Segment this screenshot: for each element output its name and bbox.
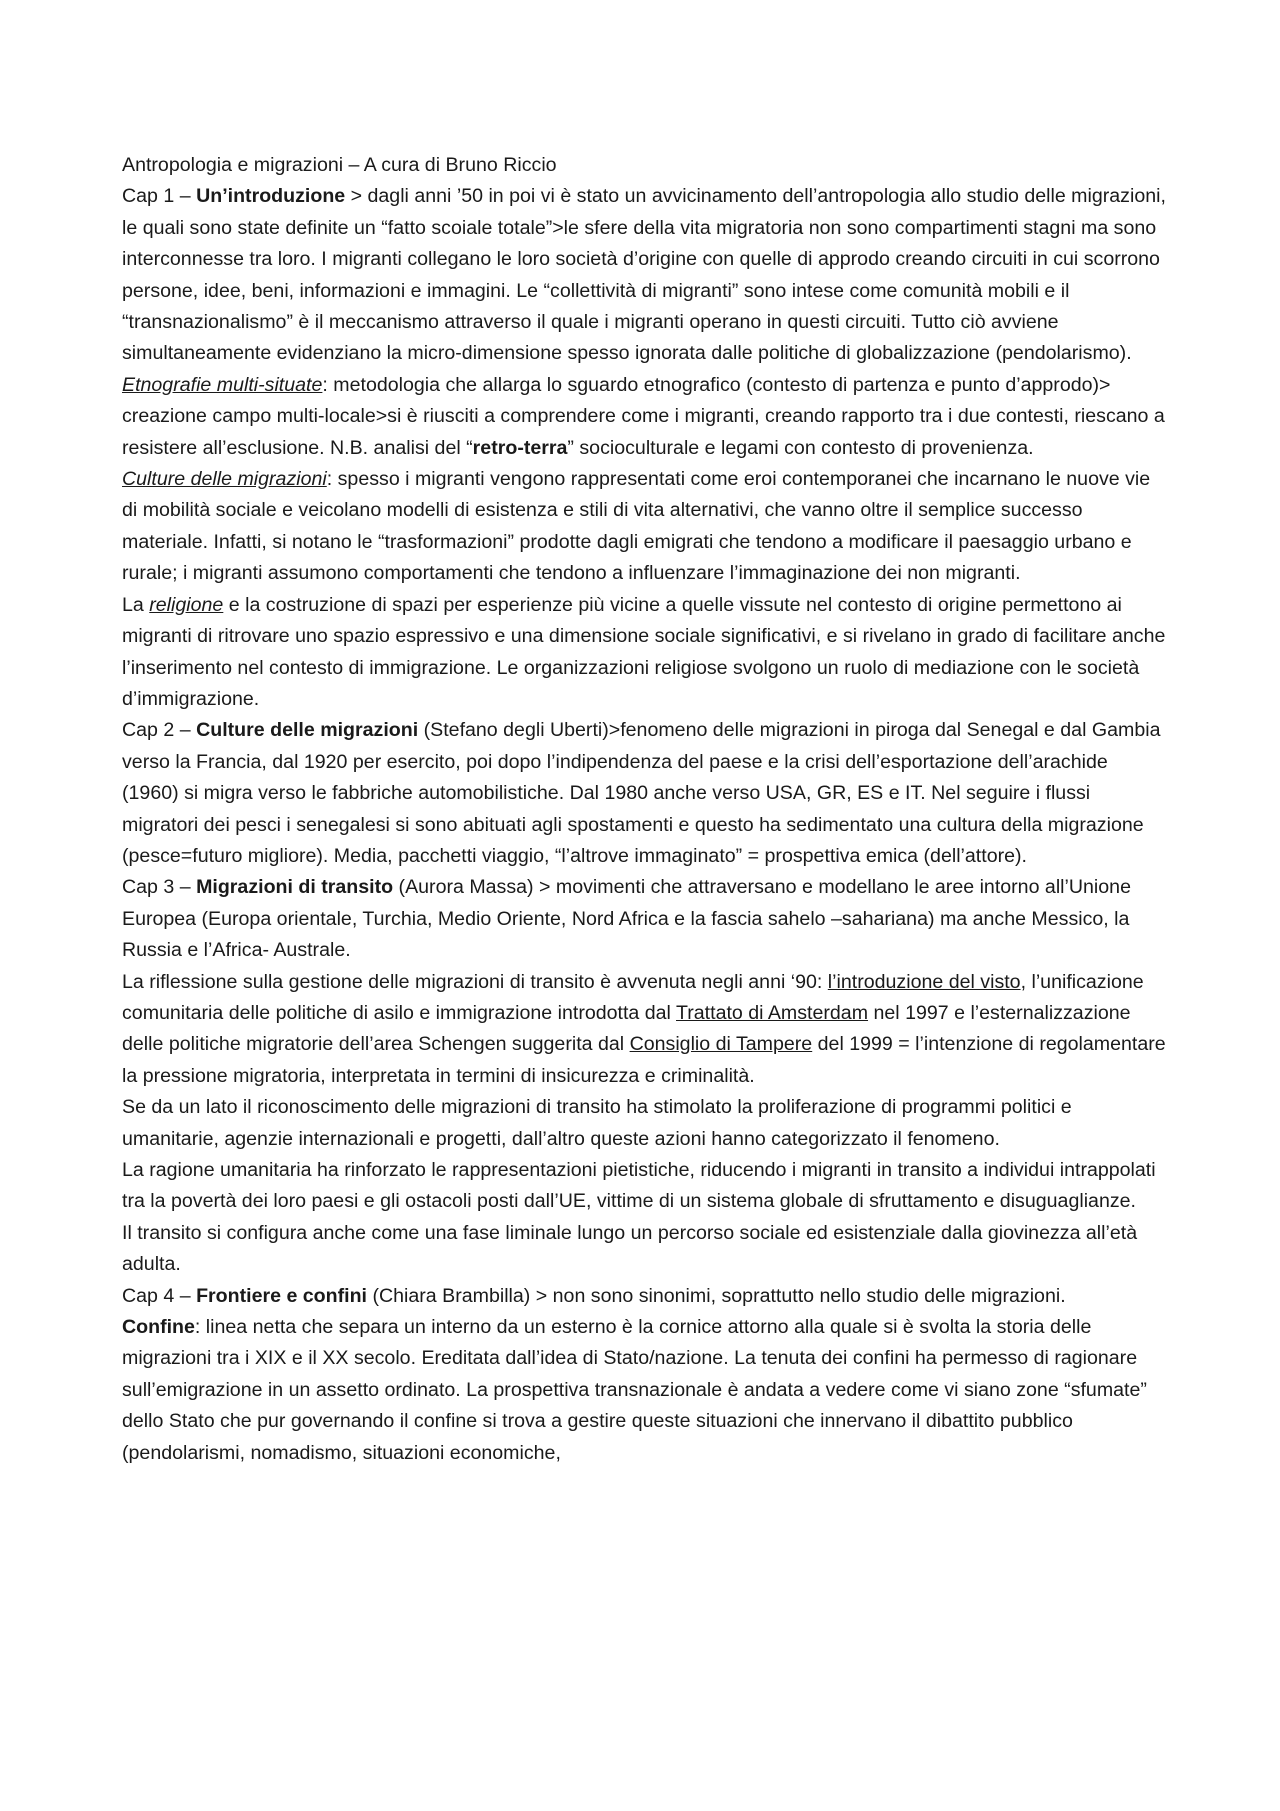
paragraph-transito-gestione [122, 967, 1168, 1093]
religione-prefix: La [122, 593, 150, 616]
paragraph-culture [122, 464, 1168, 590]
cap3-text: (Aurora Massa) > movimenti che attraversano e modellano le aree intorno all’Unione Europea (Europa orientale, Turchia, Medio Oriente, Nord Africa e la fascia sahelo –sahariana) ma anche Messico, la Russia e l’Africa- Australe. [122, 876, 1131, 962]
paragraph-cap4 [122, 1281, 1168, 1312]
retro-terra-term: retro-terra [472, 436, 568, 459]
paragraph-religione [122, 590, 1168, 716]
visto-term: l’introduzione del visto [827, 970, 1021, 993]
culture-text: : spesso i migranti vengono rappresentati come eroi contemporanei che incarnano le nuove vie di mobilità sociale e veicolano modelli di esistenza e stili di vita alternativi, che vanno oltre il semplice successo materiale. Infatti, si notano le “trasformazioni” prodotte dagli emigrati che tendono a modificare il paesaggio urbano e rurale; i migranti assumono comportamenti che tendono a influenzare l’immaginazione dei non migranti. [122, 468, 1151, 585]
cap1-heading: Un’introduzione [196, 185, 346, 208]
amsterdam-term: Trattato di Amsterdam [676, 1001, 869, 1024]
document-title: Antropologia e migrazioni – A cura di Bruno Riccio [122, 154, 557, 176]
paragraph-cap1 [122, 181, 1168, 369]
gestione-text-1: La riflessione sulla gestione delle migrazioni di transito è avvenuta negli anni ‘90: [122, 970, 828, 993]
cap3-prefix: Cap 3 – [122, 876, 197, 899]
religione-text: e la costruzione di spazi per esperienze più vicine a quelle vissute nel contesto di origine permettono ai migranti di ritrovare uno spazio espressivo e una dimensione sociale significativi, e si rivelano in grado di facilitare anche l’inserimento nel contesto di immigrazione. Le organizzazioni religiose svolgono un ruolo di mediazione con le società d’immigrazione. [122, 593, 1166, 710]
paragraph-cap2 [122, 715, 1168, 872]
paragraph-confine [122, 1312, 1168, 1469]
gestione-text-3: nel 1997 e l’esternalizzazione delle politiche migratorie dell’area Schengen suggerita dal [122, 1001, 1131, 1056]
cap2-text: (Stefano degli Uberti)>fenomeno delle migrazioni in piroga dal Senegal e dal Gambia verso la Francia, dal 1920 per esercito, poi dopo l’indipendenza del paese e la crisi dell’esportazione dell’arachide (1960) si migra verso le fabbriche automobilistiche. Dal 1980 anche verso USA, GR, ES e IT. Nel seguire i flussi migratori dei pesci i senegalesi si sono abituati agli spostamenti e questo ha sedimentato una cultura della migrazione (pesce=futuro migliore). Media, pacchetti viaggio, “l’altrove immaginato” = prospettiva emica (dell’attore). [122, 719, 1161, 867]
confine-term: Confine [122, 1316, 195, 1339]
cap4-heading: Frontiere e confini [196, 1284, 367, 1307]
paragraph-transito-liminale: Il transito si configura anche come una fase liminale lungo un percorso sociale ed esistenziale dalla giovinezza all’età adulta. [122, 1221, 1138, 1276]
tampere-term: Consiglio di Tampere [629, 1033, 813, 1056]
cap1-text: > dagli anni ’50 in poi vi è stato un avvicinamento dell’antropologia allo studio delle migrazioni, le quali sono state definite un “fatto scoiale totale”>le sfere della vita migratoria non sono compartimenti stagni ma sono interconnesse tra loro. I migranti collegano le loro società d’origine con quelle di approdo creando circuiti in cui scorrono persone, idee, beni, informazioni e immagini. Le “collettività di migranti” sono intese come comunità mobili e il “transnazionalismo” è il meccanismo attraverso il quale i migranti operano in questi circuiti. Tutto ciò avviene simultaneamente evidenziano la micro-dimensione spesso ignorata dalle politiche di globalizzazione (pendolarismo). [122, 185, 1166, 365]
confine-text: : linea netta che separa un interno da un esterno è la cornice attorno alla quale si è svolta la storia delle migrazioni tra i XIX e il XX secolo. Ereditata dall’idea di Stato/nazione. La tenuta dei confini ha permesso di ragionare sull’emigrazione in un assetto ordinato. La prospettiva transnazionale è andata a vedere come vi siano zone “sfumate” dello Stato che pur governando il confine si trova a gestire queste situazioni che innervano il dibattito pubblico (pendolarismi, nomadismo, situazioni economiche, [122, 1316, 1147, 1464]
cap4-prefix: Cap 4 – [122, 1284, 197, 1307]
etnografie-text: : metodologia che allarga lo sguardo etnografico (contesto di partenza e punto d’approdo)> creazione campo multi-locale>si è riusciti a comprendere come i migranti, creando rapporto tra i due contesti, riescano a resistere all’esclusione. N.B. analisi del “ [122, 373, 1165, 459]
paragraph-etnografie [122, 370, 1168, 464]
paragraph-riconoscimento: Se da un lato il riconoscimento delle migrazioni di transito ha stimolato la proliferazione di programmi politici e umanitarie, agenzie internazionali e progetti, dall’altro queste azioni hanno categorizzato il fenomeno. [122, 1096, 1072, 1150]
cap2-prefix: Cap 2 – [122, 719, 197, 742]
cap1-prefix: Cap 1 – [122, 185, 197, 208]
culture-term: Culture delle migrazioni [122, 468, 327, 491]
religione-term: religione [149, 593, 224, 616]
cap3-heading: Migrazioni di transito [196, 876, 394, 899]
gestione-text-4: del 1999 = l’intenzione di regolamentare la pressione migratoria, interpretata in termini di insicurezza e criminalità. [122, 1033, 1166, 1087]
etnografie-term: Etnografie multi-situate [122, 373, 323, 396]
etnografie-text-end: ” socioculturale e legami con contesto di provenienza. [567, 436, 1034, 459]
cap2-heading: Culture delle migrazioni [196, 719, 419, 742]
paragraph-ragione-umanitaria: La ragione umanitaria ha rinforzato le rappresentazioni pietistiche, riducendo i migranti in transito a individui intrappolati tra la povertà dei loro paesi e gli ostacoli posti dall’UE, vittime di un sistema globale di sfruttamento e disuguaglianze. [122, 1159, 1156, 1213]
document-page [122, 150, 1168, 1469]
cap4-text: (Chiara Brambilla) > non sono sinonimi, soprattutto nello studio delle migrazioni. [367, 1284, 1066, 1307]
gestione-text-2: , l’unificazione comunitaria delle politiche di asilo e immigrazione introdotta dal [122, 970, 1144, 1024]
paragraph-cap3 [122, 872, 1168, 966]
